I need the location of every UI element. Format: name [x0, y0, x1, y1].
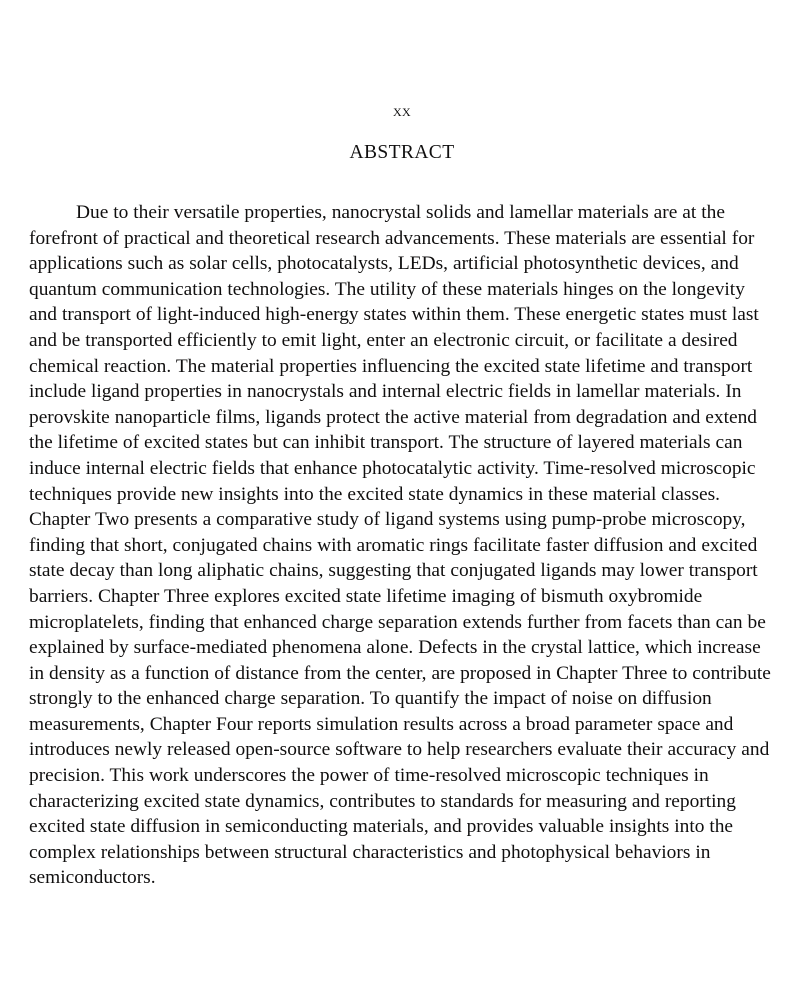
- page-number: xx: [393, 101, 411, 120]
- abstract-body: [29, 200, 777, 891]
- page-title: ABSTRACT: [349, 142, 455, 163]
- abstract-paragraph: Due to their versatile properties, nanocrystal solids and lamellar materials are at the forefront of practical and theoretical research advancements. These materials are essential for applications such as solar cells, photocatalysts, LEDs, artificial photosynthetic devices, and quantum communication technologies. The utility of these materials hinges on the longevity and transport of light-induced high-energy states within them. These energetic states must last and be transported efficiently to emit light, enter an electronic circuit, or facilitate a desired chemical reaction. The material properties influencing the excited state lifetime and transport include ligand properties in nanocrystals and internal electric fields in lamellar materials. In perovskite nanoparticle films, ligands protect the active material from degradation and extend the lifetime of excited states but can inhibit transport. The structure of layered materials can induce internal electric fields that enhance photocatalytic activity. Time-resolved microscopic techniques provide new insights into the excited state dynamics in these material classes. Chapter Two presents a comparative study of ligand systems using pump-probe microscopy, finding that short, conjugated chains with aromatic rings facilitate faster diffusion and excited state decay than long aliphatic chains, suggesting that conjugated ligands may lower transport barriers. Chapter Three explores excited state lifetime imaging of bismuth oxybromide microplatelets, finding that enhanced charge separation extends further from facets than can be explained by surface-mediated phenomena alone. Defects in the crystal lattice, which increase in density as a function of distance from the center, are proposed in Chapter Three to contribute strongly to the enhanced charge separation. To quantify the impact of noise on diffusion measurements, Chapter Four reports simulation results across a broad parameter space and introduces newly released open-source software to help researchers evaluate their accuracy and precision. This work underscores the power of time-resolved microscopic techniques in characterizing excited state dynamics, contributes to standards for measuring and reporting excited state diffusion in semiconducting materials, and provides valuable insights into the complex relationships between structural characteristics and photophysical behaviors in semiconductors.: [29, 202, 771, 889]
